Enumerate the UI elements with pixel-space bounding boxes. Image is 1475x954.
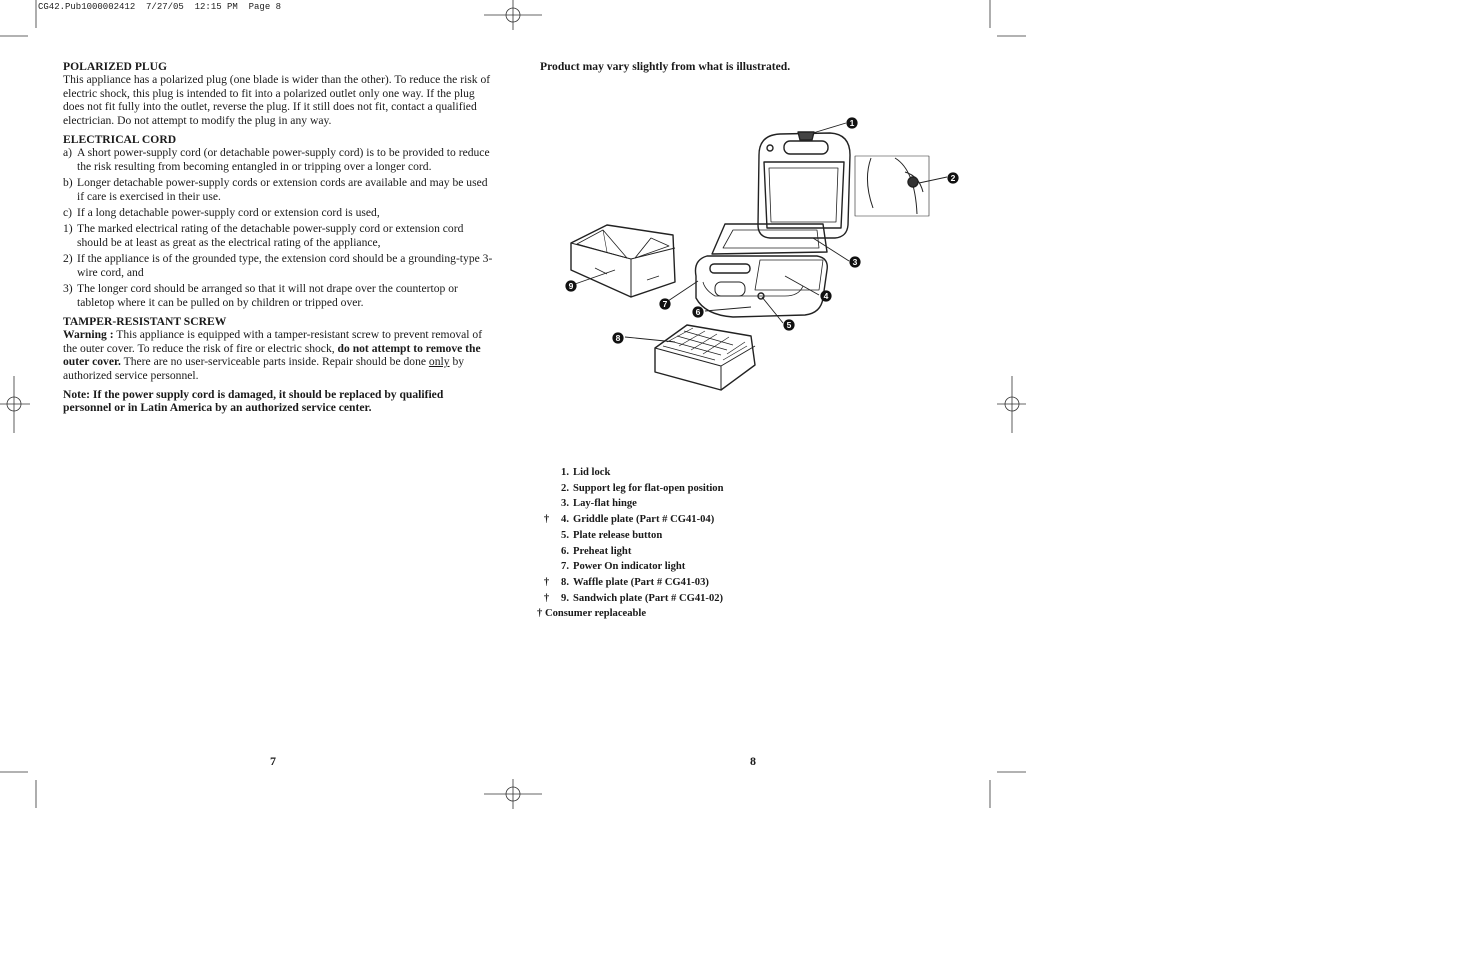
tamper-text: There are no user-serviceable parts inside. Repair should be done bbox=[120, 355, 429, 369]
legend-label: Lay-flat hinge bbox=[573, 498, 637, 510]
legend-number: 8. bbox=[561, 576, 569, 588]
cord-item-text: A short power-supply cord (or detachable power-supply cord) is to be provided to reduce the risk resulting from becoming entangled in or tripping over a longer cord. bbox=[77, 146, 490, 173]
registration-mark-bottom bbox=[484, 779, 542, 809]
product-illustration bbox=[555, 110, 975, 420]
waffle-plate-illustration bbox=[655, 325, 755, 390]
svg-text:5: 5 bbox=[786, 320, 792, 331]
cord-item-marker: b) bbox=[63, 176, 73, 190]
callout-8 bbox=[612, 332, 623, 343]
registration-mark-right bbox=[997, 376, 1026, 433]
legend-label: Plate release button bbox=[573, 529, 663, 541]
polarized-plug-section bbox=[63, 60, 493, 127]
legend-row bbox=[537, 512, 724, 528]
svg-text:8: 8 bbox=[615, 333, 621, 344]
legend-dagger bbox=[537, 528, 556, 544]
callout-9 bbox=[565, 280, 576, 291]
legend-number: 2. bbox=[561, 482, 569, 494]
legend-label: Sandwich plate (Part # CG41-02) bbox=[573, 592, 724, 604]
legend-row bbox=[537, 465, 724, 481]
legend-dagger: † bbox=[543, 576, 550, 588]
legend-dagger bbox=[537, 559, 556, 575]
tamper-screw-heading: TAMPER-RESISTANT SCREW bbox=[63, 314, 227, 328]
cord-item bbox=[63, 206, 493, 219]
warning-label: Warning : bbox=[63, 328, 114, 342]
registration-mark-left bbox=[0, 376, 30, 433]
svg-text:6: 6 bbox=[695, 307, 701, 318]
legend-dagger: † bbox=[543, 592, 550, 604]
page-number-left: 7 bbox=[270, 754, 276, 768]
power-cord-note: Note: If the power supply cord is damaged, it should be replaced by qualified personnel or in Latin America by an authorized service center. bbox=[63, 387, 444, 415]
svg-text:2: 2 bbox=[950, 173, 956, 184]
legend-dagger bbox=[537, 544, 556, 560]
callout-5 bbox=[783, 319, 794, 330]
tamper-text: by authorized service personnel. bbox=[63, 355, 465, 382]
tamper-screw-section bbox=[63, 315, 493, 382]
legend-dagger: † bbox=[543, 514, 550, 526]
callout-1 bbox=[846, 117, 857, 128]
legend-dagger bbox=[537, 465, 556, 481]
tamper-screw-body bbox=[63, 328, 493, 382]
legend-number: 4. bbox=[561, 514, 569, 526]
electrical-cord-section bbox=[63, 133, 493, 309]
print-slug: CG42.Pub1000002412 7/27/05 12:15 PM Page 8 bbox=[38, 2, 282, 12]
legend-label: Lid lock bbox=[573, 467, 611, 478]
illustration-disclaimer: Product may vary slightly from what is illustrated. bbox=[540, 60, 791, 73]
legend-number: 9. bbox=[561, 592, 569, 604]
legend-label: Power On indicator light bbox=[573, 561, 686, 573]
left-page-text bbox=[63, 60, 493, 415]
legend-number: 1. bbox=[561, 467, 569, 478]
cord-item-marker: 3) bbox=[63, 282, 73, 296]
legend-row bbox=[537, 559, 724, 575]
tamper-text: This appliance is equipped with a tamper-resistant screw to prevent removal of the outer cover. To reduce the risk of fire or electric shock, bbox=[63, 328, 483, 355]
svg-text:3: 3 bbox=[852, 257, 858, 268]
svg-text:7: 7 bbox=[662, 299, 668, 310]
legend-number: 5. bbox=[561, 529, 569, 541]
svg-text:1: 1 bbox=[849, 118, 855, 129]
callout-7 bbox=[659, 298, 670, 309]
callout-6 bbox=[692, 306, 703, 317]
cord-item-text: If the appliance is of the grounded type, the extension cord should be a grounding-type 3-wire cord, and bbox=[77, 252, 493, 279]
legend-label: Support leg for flat-open position bbox=[573, 482, 724, 494]
tamper-underlined-text: only bbox=[428, 355, 450, 369]
sandwich-plate-illustration bbox=[568, 225, 675, 297]
cord-item bbox=[63, 282, 493, 309]
cord-item-text: The marked electrical rating of the detachable power-supply cord or extension cord should be at least as great as the electrical rating of the appliance, bbox=[77, 222, 464, 249]
svg-text:9: 9 bbox=[568, 281, 574, 292]
legend-row bbox=[537, 481, 724, 497]
cord-item-marker: a) bbox=[63, 146, 73, 160]
cord-item-marker: 1) bbox=[63, 222, 73, 236]
legend-number: 6. bbox=[561, 545, 569, 557]
cord-item bbox=[63, 146, 493, 173]
cord-item-text: Longer detachable power-supply cords or extension cords are available and may be used if care is exercised in their use. bbox=[77, 176, 488, 203]
legend-dagger bbox=[537, 496, 556, 512]
polarized-plug-body: This appliance has a polarized plug (one blade is wider than the other). To reduce the risk of electric shock, this plug is intended to fit into a polarized outlet only one way. If the plug does not fit fully into the outlet, reverse the plug. If it still does not fit, contact a qualified electrician. Do not attempt to modify the plug in any way. bbox=[63, 73, 491, 127]
callout-4 bbox=[820, 290, 831, 301]
legend-row bbox=[537, 528, 724, 544]
callouts bbox=[565, 117, 958, 343]
cord-item bbox=[63, 252, 493, 279]
legend-row bbox=[537, 544, 724, 560]
legend-row bbox=[537, 575, 724, 591]
cord-item bbox=[63, 222, 493, 249]
cord-item-text: The longer cord should be arranged so that it will not drape over the countertop or tabletop where it can be pulled on by children or tripped over. bbox=[77, 282, 458, 309]
electrical-cord-heading: ELECTRICAL CORD bbox=[63, 133, 177, 147]
support-leg-inset bbox=[855, 156, 929, 216]
cord-item-marker: c) bbox=[63, 206, 73, 220]
lid-illustration bbox=[758, 132, 850, 238]
polarized-plug-heading: POLARIZED PLUG bbox=[63, 60, 168, 73]
legend-label: Waffle plate (Part # CG41-03) bbox=[573, 576, 709, 588]
cord-item bbox=[63, 176, 493, 203]
callout-2 bbox=[947, 172, 958, 183]
legend-footnote: † Consumer replaceable bbox=[537, 608, 647, 620]
registration-mark-top bbox=[484, 0, 542, 30]
cord-item-marker: 2) bbox=[63, 252, 73, 266]
parts-legend bbox=[537, 465, 724, 622]
legend-label: Griddle plate (Part # CG41-04) bbox=[573, 514, 715, 526]
legend-label: Preheat light bbox=[573, 545, 632, 557]
callout-3 bbox=[849, 256, 860, 267]
cord-item-text: If a long detachable power-supply cord or extension cord is used, bbox=[77, 206, 380, 220]
legend-dagger bbox=[537, 481, 556, 497]
page-number-right: 8 bbox=[750, 754, 756, 768]
svg-text:4: 4 bbox=[823, 291, 829, 302]
legend-row bbox=[537, 496, 724, 512]
legend-row bbox=[537, 591, 724, 607]
tamper-bold-text: do not attempt to remove the outer cover. bbox=[63, 341, 481, 369]
legend-number: 3. bbox=[561, 498, 569, 510]
legend-number: 7. bbox=[561, 561, 569, 573]
